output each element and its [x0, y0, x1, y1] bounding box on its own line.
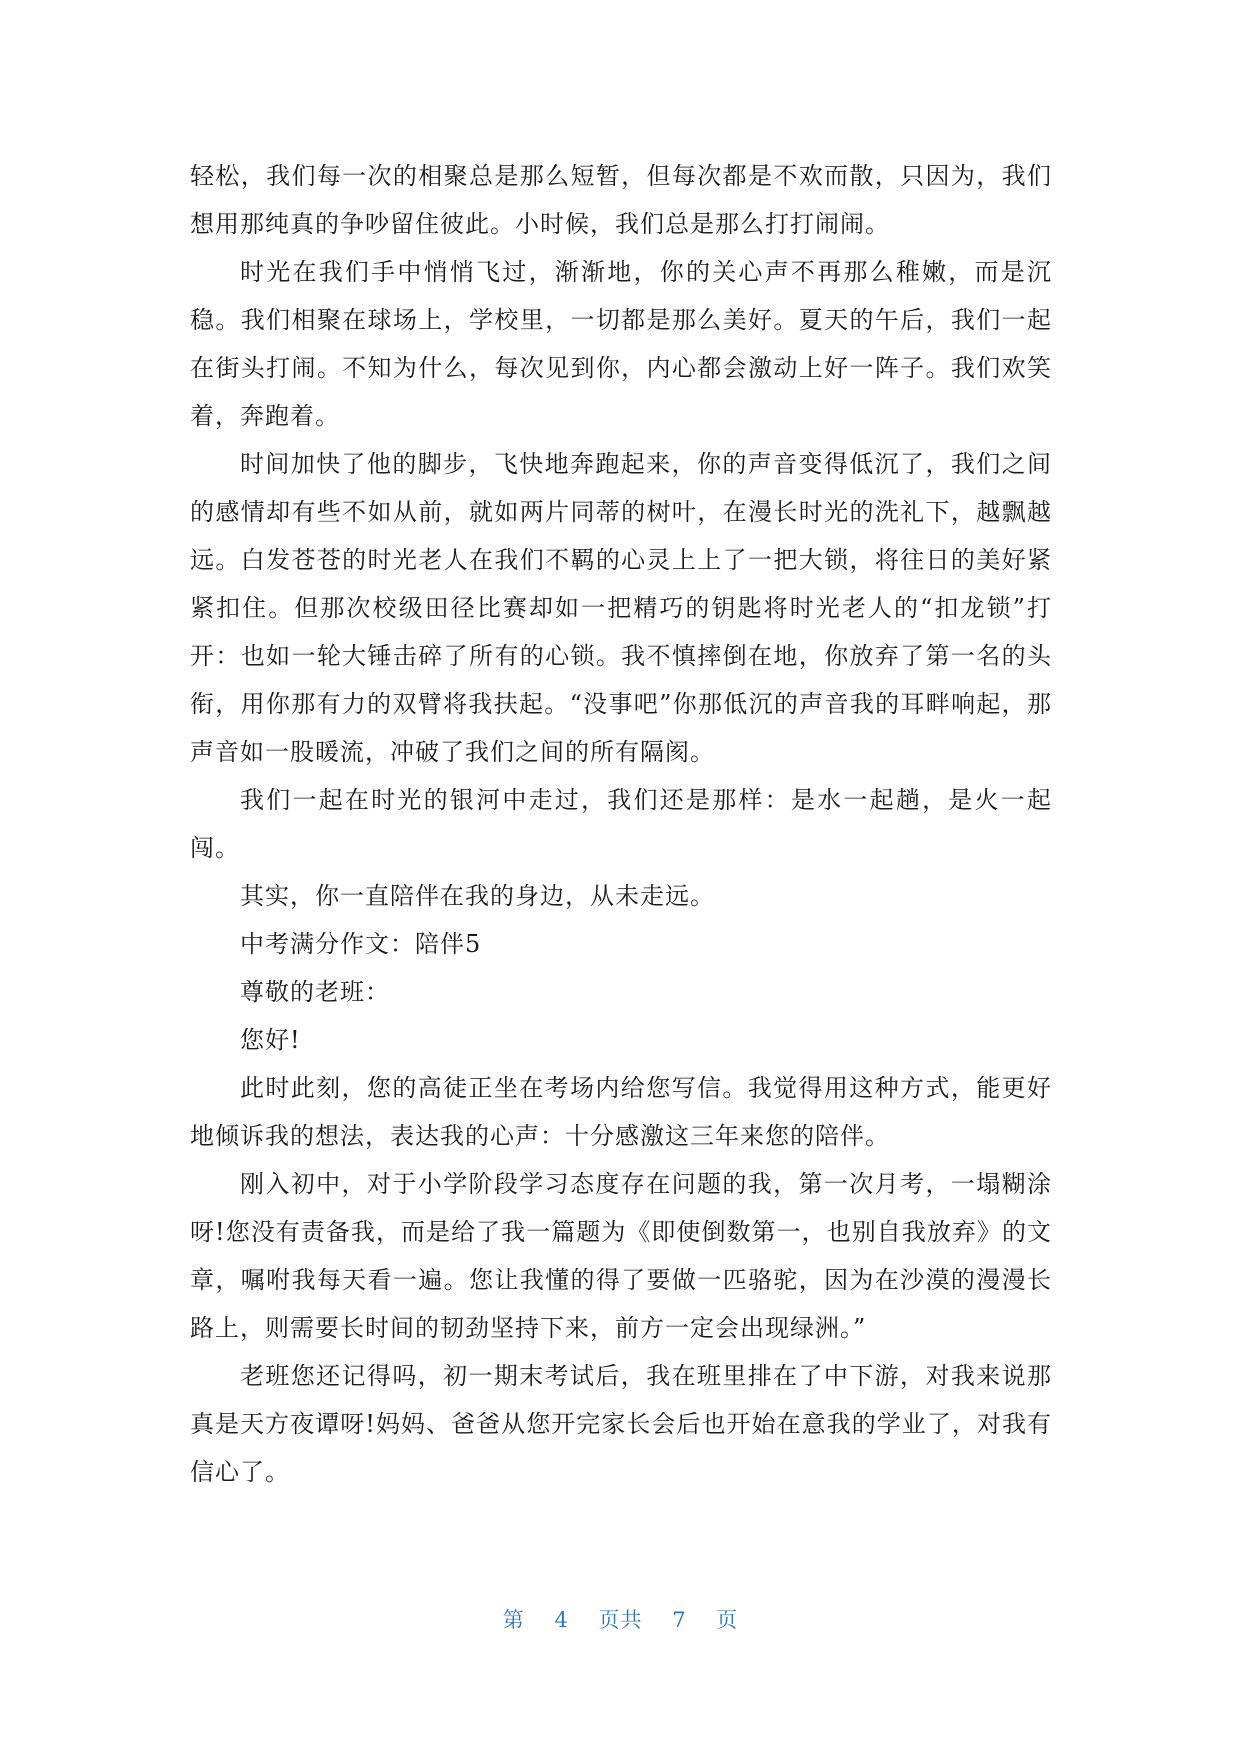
paragraph-1: 轻松，我们每一次的相聚总是那么短暂，但每次都是不欢而散，只因为，我们想用那纯真的争吵留住彼此。小时候，我们总是那么打打闹闹。	[190, 162, 1052, 238]
document-body	[190, 152, 1052, 1496]
footer-current-page: 4	[554, 1608, 569, 1632]
paragraph-11: 老班您还记得吗，初一期末考试后，我在班里排在了中下游，对我来说那真是天方夜谭呀!妈妈、爸爸从您开完家长会后也开始在意我的学业了，对我有信心了。	[190, 1362, 1052, 1486]
footer-middle: 页共	[598, 1608, 643, 1632]
footer-suffix: 页	[716, 1608, 739, 1632]
letter-salutation: 尊敬的老班：	[240, 978, 390, 1006]
paragraph-3: 时间加快了他的脚步，飞快地奔跑起来，你的声音变得低沉了，我们之间的感情却有些不如从前，就如两片同蒂的树叶，在漫长时光的洗礼下，越飘越远。白发苍苍的时光老人在我们不羁的心灵上上了一把大锁，将往日的美好紧紧扣住。但那次校级田径比赛却如一把精巧的钥匙将时光老人的“扣龙锁”打开：也如一轮大锤击碎了所有的心锁。我不慎摔倒在地，你放弃了第一名的头衔，用你那有力的双臂将我扶起。“没事吧”你那低沉的声音我的耳畔响起，那声音如一股暖流，冲破了我们之间的所有隔阂。	[190, 450, 1052, 766]
paragraph-2: 时光在我们手中悄悄飞过，渐渐地，你的关心声不再那么稚嫩，而是沉稳。我们相聚在球场上，学校里，一切都是那么美好。夏天的午后，我们一起在街头打闹。不知为什么，每次见到你，内心都会激动上好一阵子。我们欢笑着，奔跑着。	[190, 258, 1052, 430]
footer-total-pages: 7	[672, 1608, 687, 1632]
section-heading: 中考满分作文：陪伴5	[240, 930, 482, 958]
paragraph-4: 我们一起在时光的银河中走过，我们还是那样：是水一起趟，是火一起闯。	[190, 786, 1052, 862]
footer-prefix: 第	[502, 1608, 525, 1632]
paragraph-9: 此时此刻，您的高徒正坐在考场内给您写信。我觉得用这种方式，能更好地倾诉我的想法，表达我的心声：十分感激这三年来您的陪伴。	[190, 1074, 1052, 1150]
paragraph-5: 其实，你一直陪伴在我的身边，从未走远。	[240, 882, 715, 910]
letter-greeting: 您好!	[240, 1026, 301, 1054]
page-footer	[0, 1604, 1241, 1634]
paragraph-10: 刚入初中，对于小学阶段学习态度存在问题的我，第一次月考，一塌糊涂呀!您没有责备我，而是给了我一篇题为《即使倒数第一，也别自我放弃》的文章，嘱咐我每天看一遍。您让我懂的得了要做一匹骆驼，因为在沙漠的漫漫长路上，则需要长时间的韧劲坚持下来，前方一定会出现绿洲。”	[190, 1170, 1052, 1342]
